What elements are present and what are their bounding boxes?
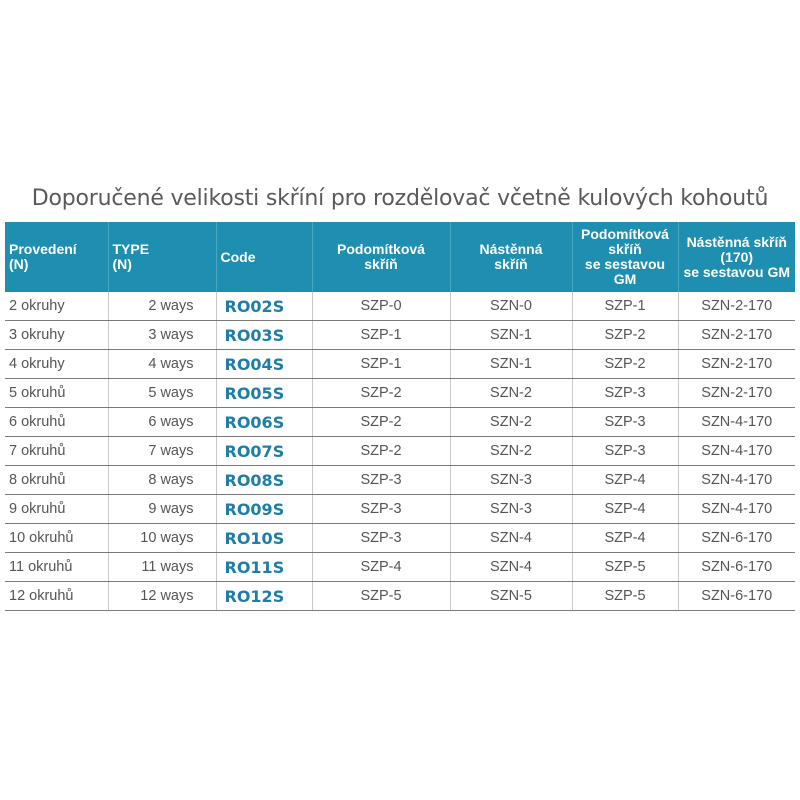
cell-ways: 8 ways — [108, 466, 216, 495]
header-nastenna-gm-line3: se sestavou GM — [683, 263, 791, 280]
header-podomitkova-gm-line3: se sestavou — [584, 256, 666, 272]
cell-ways: 7 ways — [108, 437, 216, 466]
cell-podomitkova: SZP-0 — [312, 292, 450, 321]
header-type-line1: TYPE — [112, 241, 150, 257]
header-type — [108, 222, 216, 292]
header-nastenna — [450, 222, 572, 292]
cell-nastenna-gm: SZN-2-170 — [678, 379, 795, 408]
header-code-label: Code — [220, 248, 256, 265]
header-podomitkova-gm-line2: skříň — [608, 241, 642, 257]
cell-code: RO09S — [216, 495, 312, 524]
cell-podomitkova-gm: SZP-3 — [572, 408, 678, 437]
table-row — [5, 437, 795, 466]
cell-nastenna-gm: SZN-2-170 — [678, 350, 795, 379]
cell-code: RO12S — [216, 582, 312, 611]
cell-nastenna: SZN-4 — [450, 524, 572, 553]
table-header — [5, 222, 795, 292]
table-row — [5, 495, 795, 524]
header-podomitkova-gm — [572, 222, 678, 292]
cell-code: RO05S — [216, 379, 312, 408]
header-code — [216, 222, 312, 292]
cell-nastenna-gm: SZN-4-170 — [678, 408, 795, 437]
table-row — [5, 582, 795, 611]
table-body — [5, 292, 795, 611]
cell-podomitkova-gm: SZP-3 — [572, 437, 678, 466]
cell-podomitkova-gm: SZP-5 — [572, 582, 678, 611]
cell-podomitkova: SZP-2 — [312, 437, 450, 466]
cell-circuits: 4 okruhy — [5, 350, 108, 379]
table-row — [5, 350, 795, 379]
cell-ways: 9 ways — [108, 495, 216, 524]
cell-ways: 5 ways — [108, 379, 216, 408]
header-podomitkova-line1: Podomítková — [337, 241, 425, 257]
cell-ways: 4 ways — [108, 350, 216, 379]
cell-code: RO10S — [216, 524, 312, 553]
cell-podomitkova-gm: SZP-4 — [572, 524, 678, 553]
page-title: Doporučené velikosti skříní pro rozdělovač včetně kulových kohoutů — [31, 186, 769, 211]
table-row — [5, 321, 795, 350]
cell-nastenna-gm: SZN-4-170 — [678, 437, 795, 466]
cell-nastenna: SZN-2 — [450, 379, 572, 408]
cell-podomitkova-gm: SZP-4 — [572, 466, 678, 495]
cell-nastenna-gm: SZN-4-170 — [678, 495, 795, 524]
cell-podomitkova-gm: SZP-2 — [572, 350, 678, 379]
header-nastenna-gm-line1: Nástěnná skříň — [686, 233, 787, 250]
cell-code: RO11S — [216, 553, 312, 582]
cell-circuits: 6 okruhů — [5, 408, 108, 437]
cell-code: RO04S — [216, 350, 312, 379]
cell-ways: 11 ways — [108, 553, 216, 582]
cell-ways: 12 ways — [108, 582, 216, 611]
header-nastenna-gm-line2: (170) — [720, 248, 754, 265]
cell-ways: 6 ways — [108, 408, 216, 437]
cell-code: RO08S — [216, 466, 312, 495]
header-provedeni — [5, 222, 108, 292]
table-row — [5, 524, 795, 553]
cell-podomitkova-gm: SZP-2 — [572, 321, 678, 350]
cell-nastenna: SZN-0 — [450, 292, 572, 321]
cell-nastenna-gm: SZN-4-170 — [678, 466, 795, 495]
header-nastenna-line2: skříň — [494, 256, 528, 272]
header-nastenna-gm — [678, 222, 795, 292]
cell-code: RO03S — [216, 321, 312, 350]
cell-nastenna-gm: SZN-6-170 — [678, 553, 795, 582]
cell-code: RO06S — [216, 408, 312, 437]
cell-podomitkova: SZP-1 — [312, 350, 450, 379]
header-row — [5, 222, 795, 292]
cell-circuits: 5 okruhů — [5, 379, 108, 408]
table-row — [5, 553, 795, 582]
cell-nastenna: SZN-2 — [450, 437, 572, 466]
cell-circuits: 10 okruhů — [5, 524, 108, 553]
cell-circuits: 3 okruhy — [5, 321, 108, 350]
cell-podomitkova-gm: SZP-4 — [572, 495, 678, 524]
table-row — [5, 408, 795, 437]
cell-nastenna: SZN-5 — [450, 582, 572, 611]
cell-nastenna: SZN-1 — [450, 350, 572, 379]
cell-podomitkova: SZP-2 — [312, 379, 450, 408]
cell-podomitkova-gm: SZP-5 — [572, 553, 678, 582]
table-row — [5, 466, 795, 495]
cell-code: RO07S — [216, 437, 312, 466]
cell-nastenna-gm: SZN-6-170 — [678, 524, 795, 553]
cell-podomitkova: SZP-3 — [312, 495, 450, 524]
cell-podomitkova: SZP-4 — [312, 553, 450, 582]
cell-podomitkova: SZP-1 — [312, 321, 450, 350]
cell-nastenna-gm: SZN-2-170 — [678, 321, 795, 350]
cell-circuits: 2 okruhy — [5, 292, 108, 321]
cell-circuits: 9 okruhů — [5, 495, 108, 524]
cell-nastenna: SZN-3 — [450, 495, 572, 524]
cabinet-size-table — [5, 222, 795, 611]
table-row — [5, 292, 795, 321]
cell-circuits: 7 okruhů — [5, 437, 108, 466]
cell-ways: 2 ways — [108, 292, 216, 321]
cell-podomitkova: SZP-3 — [312, 466, 450, 495]
header-nastenna-line1: Nástěnná — [479, 241, 543, 257]
header-provedeni-line2: (N) — [9, 256, 29, 272]
cell-nastenna-gm: SZN-2-170 — [678, 292, 795, 321]
cell-podomitkova: SZP-3 — [312, 524, 450, 553]
cell-podomitkova-gm: SZP-3 — [572, 379, 678, 408]
cell-nastenna-gm: SZN-6-170 — [678, 582, 795, 611]
cell-podomitkova: SZP-5 — [312, 582, 450, 611]
header-podomitkova-line2: skříň — [364, 256, 398, 272]
cell-circuits: 11 okruhů — [5, 553, 108, 582]
header-podomitkova-gm-line4: GM — [613, 271, 637, 287]
cell-circuits: 8 okruhů — [5, 466, 108, 495]
table-row — [5, 379, 795, 408]
header-provedeni-line1: Provedení — [9, 241, 77, 257]
cell-nastenna: SZN-4 — [450, 553, 572, 582]
cell-ways: 3 ways — [108, 321, 216, 350]
cell-nastenna: SZN-2 — [450, 408, 572, 437]
cell-code: RO02S — [216, 292, 312, 321]
header-type-line2: (N) — [112, 256, 132, 272]
cell-nastenna: SZN-3 — [450, 466, 572, 495]
cell-podomitkova: SZP-2 — [312, 408, 450, 437]
header-podomitkova-gm-line1: Podomítková — [581, 226, 669, 242]
cell-circuits: 12 okruhů — [5, 582, 108, 611]
cell-ways: 10 ways — [108, 524, 216, 553]
header-podomitkova — [312, 222, 450, 292]
cell-podomitkova-gm: SZP-1 — [572, 292, 678, 321]
cell-nastenna: SZN-1 — [450, 321, 572, 350]
